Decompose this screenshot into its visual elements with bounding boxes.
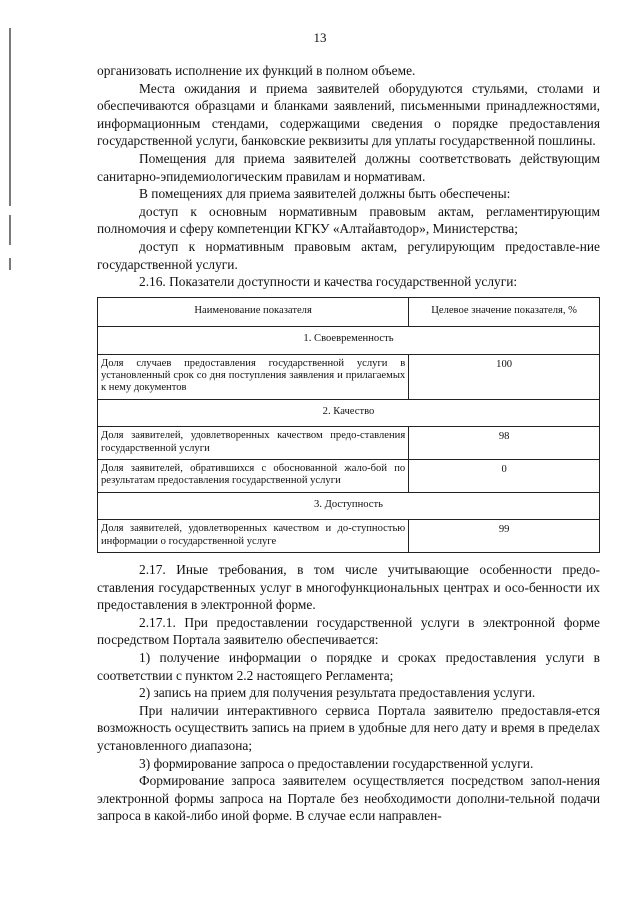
column-header-name: Наименование показателя — [98, 297, 409, 326]
section-title: 1. Своевременность — [98, 327, 600, 354]
section-title: 3. Доступность — [98, 492, 600, 519]
paragraph: Места ожидания и приема заявителей оборудуются стульями, столами и обеспечиваются образцами и бланками заявлений, письменными принадлежностями, информационным стендами, содержащими сведения о порядке предоставления государственной услуги, банковские реквизиты для уплаты государственной пошлины. — [97, 80, 600, 149]
indicator-name: Доля заявителей, удовлетворенных качеством предо-ставления государственной услуги — [98, 427, 409, 460]
column-header-value: Целевое значение показателя, % — [409, 297, 600, 326]
document-body — [97, 62, 600, 825]
paragraph: доступ к основным нормативным правовым актам, регламентирующим полномочия и сферу компетенции КГКУ «Алтайавтодор», Министерства; — [97, 203, 600, 237]
paragraph: 2.17. Иные требования, в том числе учитывающие особенности предо-ставления государственных услуг в многофункциональных центрах и осо-бенности их предоставления в электронной форме. — [97, 562, 600, 613]
section-heading: 2.16. Показатели доступности и качества государственной услуги: — [139, 274, 518, 290]
paragraph: 2) запись на прием для получения результата предоставления услуги. — [139, 685, 536, 701]
table-section-row — [98, 399, 600, 426]
indicator-value: 98 — [409, 427, 600, 460]
paragraph: организовать исполнение их функций в полном объеме. — [97, 63, 416, 78]
paragraph: 2.17.1. При предоставлении государственной услуги в электронной форме посредством Портала заявителю обеспечивается: — [97, 614, 600, 648]
indicator-value: 99 — [409, 520, 600, 553]
indicators-table — [97, 297, 600, 553]
paragraph: Формирование запроса заявителем осуществляется посредством запол-нения электронной формы запроса на Портале без необходимости дополни-тельной подачи запроса в какой-либо иной форме. В случае если направлен- — [97, 773, 600, 824]
table-header-row — [98, 297, 600, 326]
indicator-value: 0 — [409, 459, 600, 492]
margin-line — [9, 258, 11, 270]
paragraph: 3) формирование запроса о предоставлении государственной услуги. — [139, 755, 534, 771]
table-row — [98, 520, 600, 553]
indicator-value: 100 — [409, 354, 600, 399]
section-title: 2. Качество — [98, 399, 600, 426]
table-section-row — [98, 327, 600, 354]
margin-line — [9, 28, 11, 206]
table-row — [98, 427, 600, 460]
indicator-name: Доля заявителей, удовлетворенных качеством и до-ступностью информации о государственной услуге — [98, 520, 409, 553]
paragraph: В помещениях для приема заявителей должны быть обеспечены: — [139, 186, 511, 202]
paragraph: При наличии интерактивного сервиса Портала заявителю предоставля-ется возможность осуществить запись на прием в удобные для него дату и время в пределах установленного диапазона; — [97, 702, 600, 753]
paragraph: 1) получение информации о порядке и сроках предоставления услуги в соответствии с пунктом 2.2 настоящего Регламента; — [97, 649, 600, 683]
table-row — [98, 459, 600, 492]
indicator-name: Доля заявителей, обратившихся с обоснованной жало-бой по результатам предоставления государственной услуги — [98, 459, 409, 492]
indicator-name: Доля случаев предоставления государственной услуги в установленный срок со дня поступления заявления и прилагаемых к нему документов — [98, 354, 409, 399]
paragraph: доступ к нормативным правовым актам, регулирующим предоставле-ние государственной услуги. — [97, 238, 600, 272]
page-number: 13 — [313, 30, 327, 45]
margin-line — [9, 215, 11, 245]
table-row — [98, 354, 600, 399]
table-section-row — [98, 492, 600, 519]
paragraph: Помещения для приема заявителей должны соответствовать действующим санитарно-эпидемиологическим правилам и нормативам. — [97, 150, 600, 184]
